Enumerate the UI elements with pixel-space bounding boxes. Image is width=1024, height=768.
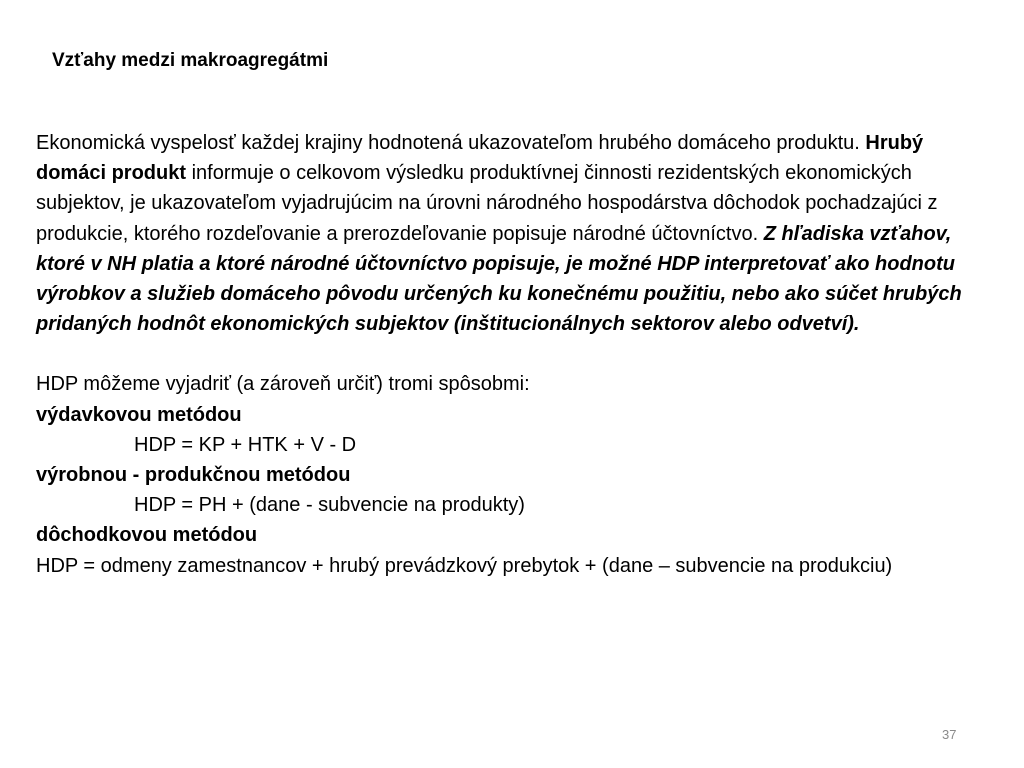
- intro-text-2: informuje o celkovom výsledku produktívnej činnosti rezidentských ekonomických subjektov, je ukazovateľom vyjadrujúcim na úrovni národného hospodárstva dôchodok pochadzajúci z produkcie, ktorého rozdeľovanie a prerozdeľovanie popisuje národné účtovníctvo.: [36, 162, 938, 245]
- page-number: 37: [942, 727, 957, 742]
- method-name-production: výrobnou - produkčnou metódou: [36, 464, 351, 487]
- methods-intro: HDP môžeme vyjadriť (a zároveň určiť) tromi spôsobmi:: [36, 373, 530, 396]
- method-formula-income: HDP = odmeny zamestnancov + hrubý prevádzkový prebytok + (dane – subvencie na produkciu): [36, 554, 893, 577]
- paragraph-gap: [36, 339, 996, 369]
- method-formula-expenditure: HDP = KP + HTK + V - D: [134, 433, 357, 456]
- slide-title: Vzťahy medzi makroagregátmi: [52, 50, 329, 71]
- method-name-expenditure: výdavkovou metódou: [36, 403, 242, 426]
- method-formula-production: HDP = PH + (dane - subvencie na produkty): [134, 494, 525, 517]
- slide-body: [36, 128, 996, 581]
- intro-paragraph: [36, 128, 996, 339]
- intro-text-1: Ekonomická vyspelosť každej krajiny hodnotená ukazovateľom hrubého domáceho produktu.: [36, 132, 866, 154]
- method-name-income: dôchodkovou metódou: [36, 524, 258, 547]
- gdp-interpretation: Z hľadiska vzťahov, ktoré v NH platia a ktoré národné účtovníctvo popisuje, je možné HDP interpretovať ako hodnotu výrobkov a služieb domáceho pôvodu určených ku konečnému použitiu, nebo ako súčet hrubých pridaných hodnôt ekonomických subjektov (inštitucionálnych sektorov alebo odvetví).: [36, 222, 962, 336]
- gdp-term: Hrubý domáci produkt: [36, 132, 924, 185]
